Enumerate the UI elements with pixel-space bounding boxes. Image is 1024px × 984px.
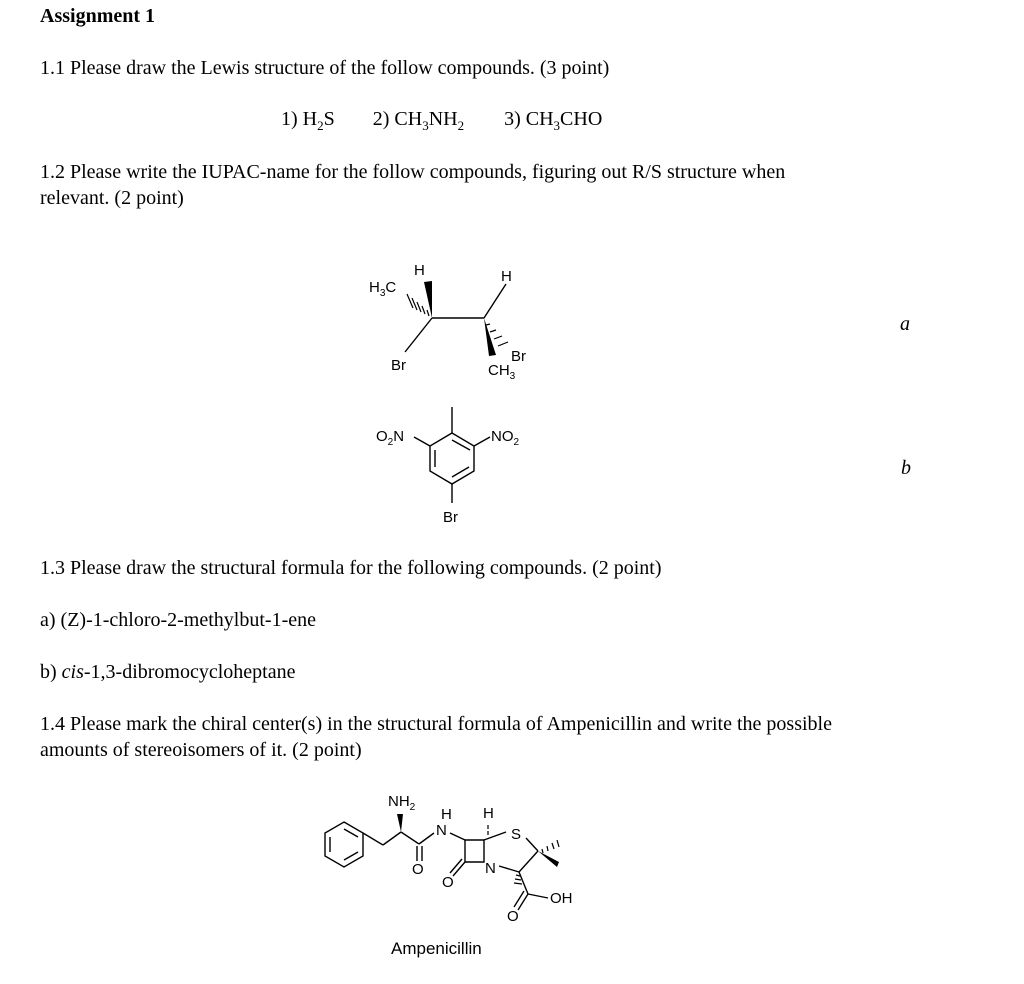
- ampicillin-labels: [388, 793, 573, 925]
- ampicillin-caption: Ampenicillin: [391, 939, 482, 958]
- br-left: Br: [391, 357, 406, 374]
- h-left: H: [414, 262, 425, 279]
- nh2-label: $NH_2$: [388, 793, 416, 813]
- ch3-label: $CH_3$: [488, 362, 516, 382]
- question-1-4-prompt-line1: 1.4 Please mark the chiral center(s) in the structural formula of Ampenicillin and write the possible: [40, 713, 832, 735]
- br-right: Br: [511, 348, 526, 365]
- question-1-2-prompt-line2: relevant. (2 point): [40, 187, 184, 209]
- amide-h: H: [441, 806, 452, 823]
- svg-text:H3C: $H_3C$: [369, 279, 397, 299]
- compound-2: 2) $CH_3NH_2$: [372, 108, 465, 133]
- molecule-b-labels: [376, 428, 520, 526]
- question-1-2-prompt-line1: 1.2 Please write the IUPAC-name for the follow compounds, figuring out R/S structure when: [40, 161, 786, 183]
- label-a: a: [900, 313, 910, 335]
- label-b: b: [901, 457, 911, 479]
- oh-label: OH: [550, 890, 573, 907]
- molecule-a-labels: [369, 262, 526, 382]
- question-1-3-item-a: a) (Z)-1-chloro-2-methylbut-1-ene: [40, 609, 316, 631]
- ring-n: N: [485, 860, 496, 877]
- sulfur-label: S: [511, 826, 522, 843]
- lactam-o: O: [442, 874, 454, 891]
- question-1-3-prompt: 1.3 Please draw the structural formula for the following compounds. (2 point): [40, 557, 662, 579]
- compound-1: 1) $H_2S$: [281, 108, 335, 133]
- svg-text:NO2: $NO_2$: [491, 428, 520, 448]
- acid-o: O: [507, 908, 519, 925]
- question-1-4-prompt-line2: amounts of stereoisomers of it. (2 point): [40, 739, 362, 761]
- assignment-title: Assignment 1: [40, 5, 156, 27]
- svg-text:O2N: $O_2N$: [376, 428, 405, 448]
- h-right: H: [501, 268, 512, 285]
- ring-h: H: [483, 805, 494, 822]
- amide-o: O: [412, 861, 424, 878]
- molecule-b: [414, 407, 490, 503]
- amide-n: N: [436, 822, 447, 839]
- question-1-3-item-b: b) cis-1,3-dibromocycloheptane: [40, 661, 296, 683]
- molecule-a: [405, 281, 508, 356]
- br-para: Br: [443, 509, 458, 526]
- compound-3: 3) $CH_3CHO$: [504, 108, 603, 133]
- question-1-1-prompt: 1.1 Please draw the Lewis structure of the follow compounds. (3 point): [40, 57, 610, 79]
